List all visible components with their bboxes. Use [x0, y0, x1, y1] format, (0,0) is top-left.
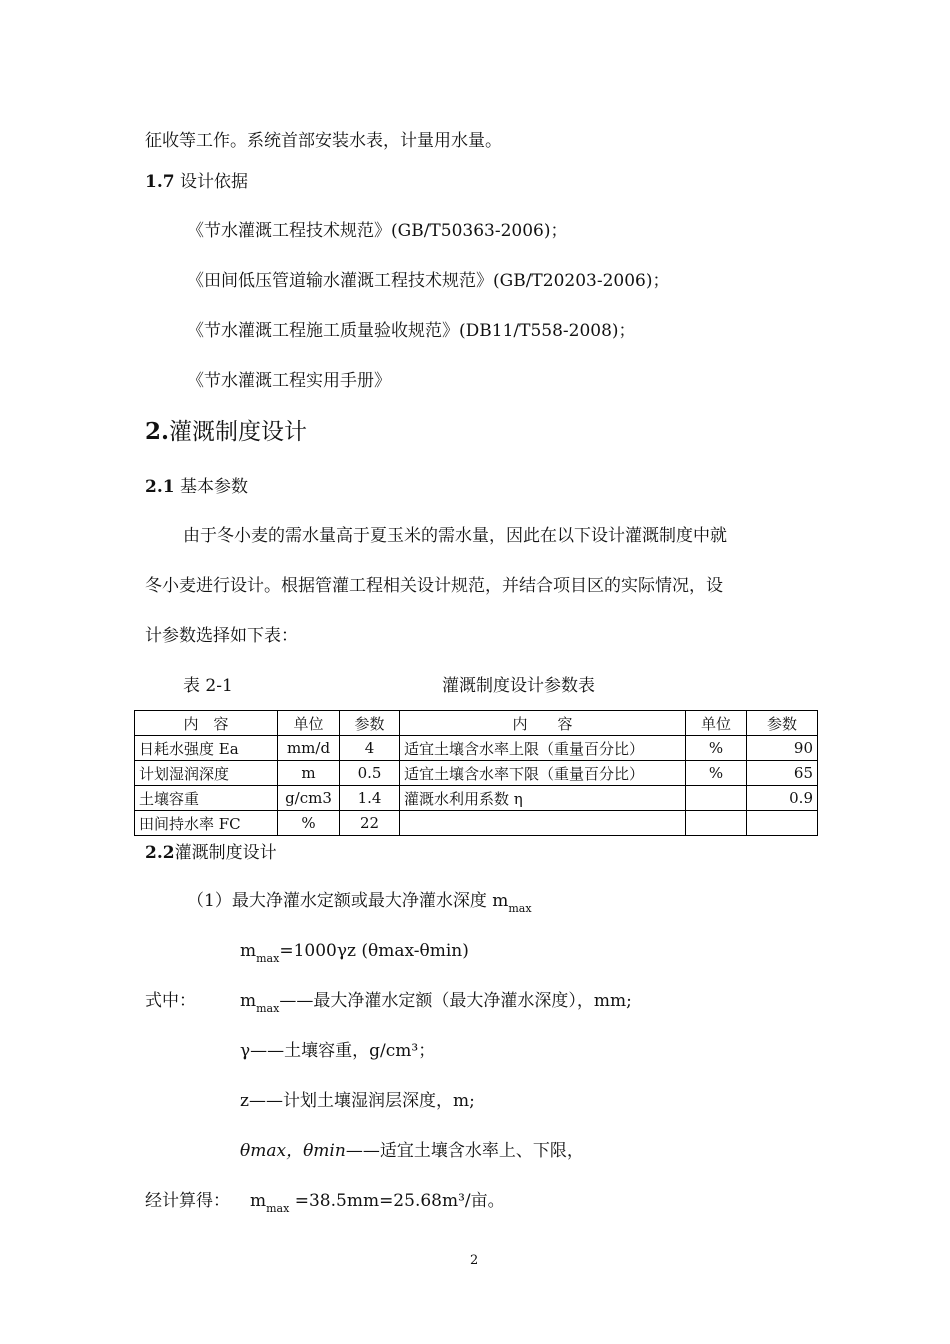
- table-cell: 90: [747, 736, 818, 761]
- table-cell: 0.9: [747, 786, 818, 811]
- subscript: max: [508, 902, 532, 915]
- heading-number: 2.: [145, 418, 170, 445]
- reference-item: 《节水灌溉工程实用手册》: [187, 371, 391, 391]
- heading-number: 2.2: [145, 843, 175, 863]
- subscript: max: [266, 1202, 290, 1215]
- formula-body: =1000γz (θmax-θmin): [279, 941, 469, 961]
- table-cell: [400, 811, 686, 836]
- where-label: 式中：: [145, 991, 196, 1011]
- where-text: ——最大净灌水定额（最大净灌水深度），mm;: [279, 991, 632, 1011]
- header-cell: 内 容: [400, 711, 686, 736]
- table-title: 灌溉制度设计参数表: [442, 676, 595, 696]
- formula-symbol: m: [240, 941, 257, 961]
- theta-symbols: θmax，θmin: [240, 1141, 346, 1161]
- heading-title: 设计依据: [179, 172, 248, 192]
- heading-2: [145, 418, 307, 446]
- table-cell: m: [278, 761, 340, 786]
- table-cell: 田间持水率 FC: [135, 811, 278, 836]
- table-cell: 计划湿润深度: [135, 761, 278, 786]
- paragraph-line: 冬小麦进行设计。根据管灌工程相关设计规范，并结合项目区的实际情况，设: [145, 576, 723, 596]
- heading-2-2: [145, 842, 277, 864]
- heading-2-1: [145, 476, 248, 498]
- header-cell: 参数: [747, 711, 818, 736]
- where-line-4: [240, 1140, 584, 1162]
- reference-item: 《节水灌溉工程技术规范》(GB/T50363-2006)；: [187, 221, 568, 241]
- heading-title: 灌溉制度设计: [169, 419, 308, 445]
- item-1-text: （1）最大净灌水定额或最大净灌水深度 m: [187, 891, 509, 911]
- table-cell: 适宜土壤含水率上限（重量百分比）: [400, 736, 686, 761]
- table-cell: %: [278, 811, 340, 836]
- result-value: [250, 1190, 505, 1214]
- table-row: [135, 786, 818, 811]
- table-cell: 4: [340, 736, 400, 761]
- reference-item: 《节水灌溉工程施工质量验收规范》(DB11/T558-2008)；: [187, 321, 636, 341]
- heading-title: 基本参数: [179, 477, 248, 497]
- header-cell: 单位: [278, 711, 340, 736]
- table-cell: 日耗水强度 Ea: [135, 736, 278, 761]
- table-cell: 灌溉水利用系数 η: [400, 786, 686, 811]
- result-label: 经计算得：: [145, 1191, 230, 1211]
- table-header-row: [135, 711, 818, 736]
- table-cell: %: [686, 736, 747, 761]
- where-text: ——适宜土壤含水率上、下限，: [345, 1141, 584, 1161]
- paragraph-line: 由于冬小麦的需水量高于夏玉米的需水量，因此在以下设计灌溉制度中就: [183, 526, 727, 546]
- header-cell: 参数: [340, 711, 400, 736]
- paragraph-line: 计参数选择如下表：: [145, 626, 298, 646]
- parameter-table: [134, 710, 818, 836]
- table-cell: 1.4: [340, 786, 400, 811]
- formula-symbol: m: [250, 1191, 267, 1211]
- table-cell: 22: [340, 811, 400, 836]
- table-cell: 土壤容重: [135, 786, 278, 811]
- where-line-2: γ——土壤容重，g/cm³；: [240, 1041, 436, 1061]
- where-line-1: [240, 990, 632, 1014]
- header-cell: 内 容: [135, 711, 278, 736]
- table-row: [135, 761, 818, 786]
- table-cell: 适宜土壤含水率下限（重量百分比）: [400, 761, 686, 786]
- table-cell: g/cm3: [278, 786, 340, 811]
- reference-item: 《田间低压管道输水灌溉工程技术规范》(GB/T20203-2006)；: [187, 271, 670, 291]
- heading-1-7: [145, 171, 248, 193]
- subscript: max: [256, 1002, 280, 1015]
- formula-symbol: m: [240, 991, 257, 1011]
- top-line: 征收等工作。系统首部安装水表，计量用水量。: [145, 131, 502, 151]
- table-row: [135, 736, 818, 761]
- table-cell: 0.5: [340, 761, 400, 786]
- item-1: [187, 890, 532, 914]
- result-text: =38.5mm=25.68m³/亩。: [289, 1191, 505, 1211]
- heading-number: 2.1: [145, 477, 175, 497]
- table-cell: [686, 811, 747, 836]
- subscript: max: [256, 952, 280, 965]
- heading-title: 灌溉制度设计: [174, 843, 277, 863]
- heading-number: 1.7: [145, 172, 175, 192]
- page-number: 2: [470, 1253, 479, 1268]
- table-row: [135, 811, 818, 836]
- table-cell: 65: [747, 761, 818, 786]
- header-cell: 单位: [686, 711, 747, 736]
- table-cell: [686, 786, 747, 811]
- table-label: 表 2-1: [183, 676, 233, 696]
- table-cell: [747, 811, 818, 836]
- where-line-3: z——计划土壤湿润层深度，m;: [240, 1091, 475, 1111]
- formula: [240, 940, 469, 964]
- table-cell: %: [686, 761, 747, 786]
- table-cell: mm/d: [278, 736, 340, 761]
